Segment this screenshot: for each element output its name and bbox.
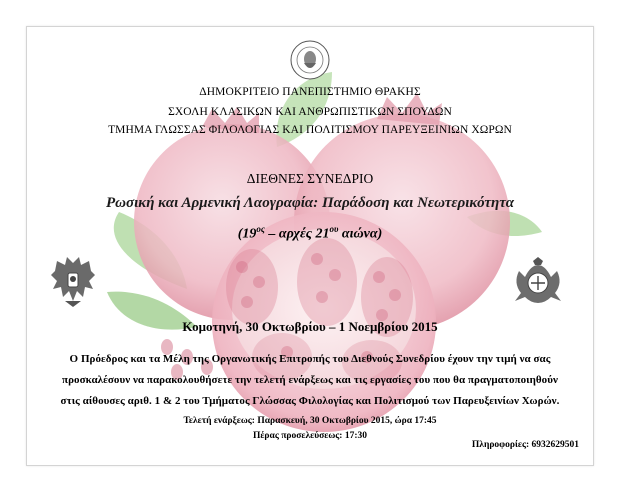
invitation-line-1: Ο Πρόεδρος και τα Μέλη της Οργανωτικής Επιτροπής του Διεθνούς Συνεδρίου έχουν την τιμή να σας	[69, 353, 551, 365]
conference-dates: Κομοτηνή, 30 Οκτωβρίου – 1 Νοεμβρίου 2015	[182, 319, 438, 334]
invitation-line-2: προσκαλέσουν να παρακολουθήσετε την τελετή ενάρξεως και τις εργασίες του που θα πραγματοποιηθούν	[62, 374, 558, 386]
school-name: ΣΧΟΛΗ ΚΛΑΣΙΚΩΝ ΚΑΙ ΑΝΘΡΩΠΙΣΤΙΚΩΝ ΣΠΟΥΔΩΝ	[168, 106, 452, 118]
department-name: ΤΜΗΜΑ ΓΛΩΣΣΑΣ ΦΙΛΟΛΟΓΙΑΣ ΚΑΙ ΠΟΛΙΤΙΣΜΟΥ ΠΑΡΕΥΞΕΙΝΙΩΝ ΧΩΡΩΝ	[108, 124, 512, 136]
text-layer	[27, 27, 593, 465]
arrival-deadline: Πέρας προσελεύσεως: 17:30	[252, 431, 368, 441]
invitation-card	[26, 26, 594, 466]
contact-info: Πληροφορίες: 6932629501	[471, 440, 579, 450]
invitation-line-3: στις αίθουσες αριθ. 1 & 2 του Τμήματος Γλώσσας Φιλολογίας και Πολιτισμού των Παρευξεινίων Χωρών.	[60, 395, 560, 407]
opening-ceremony: Τελετή ενάρξεως: Παρασκευή, 30 Οκτωβρίου 2015, ώρα 17:45	[183, 416, 437, 426]
conference-label: ΔΙΕΘΝΕΣ ΣΥΝΕΔΡΙΟ	[246, 171, 374, 186]
university-name: ΔΗΜΟΚΡΙΤΕΙΟ ΠΑΝΕΠΙΣΤΗΜΙΟ ΘΡΑΚΗΣ	[199, 86, 421, 98]
conference-title: Ρωσική και Αρμενική Λαογραφία: Παράδοση και Νεωτερικότητα	[105, 195, 515, 211]
conference-period: ($19^{o\varsigma}$ – αρχές $21^{o\upsilon}$ αιώνα)	[237, 224, 383, 242]
